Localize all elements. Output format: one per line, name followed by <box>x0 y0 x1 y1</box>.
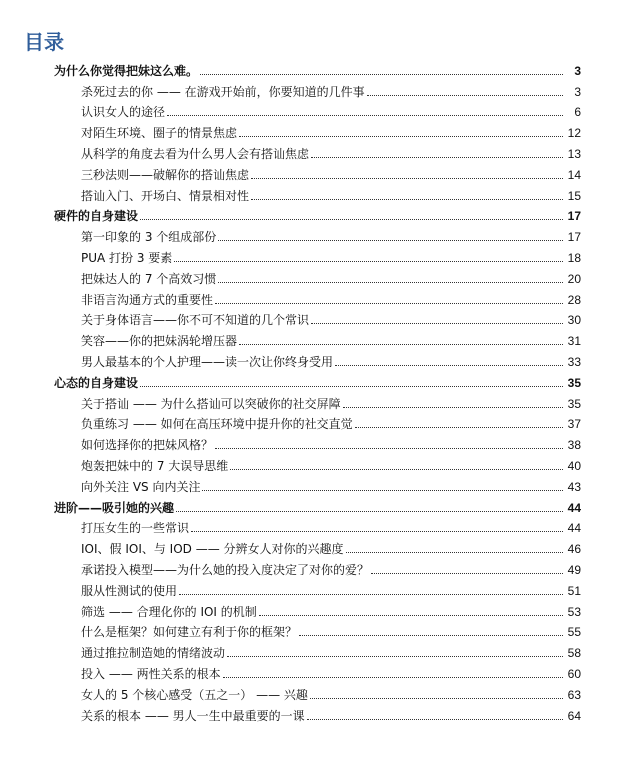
toc-page-number: 17 <box>567 209 581 224</box>
toc-page-number: 44 <box>567 500 581 515</box>
toc-entry-title: 打压女生的一些常识 <box>81 521 190 536</box>
dot-leader <box>174 261 563 262</box>
toc-page-number: 49 <box>567 562 581 577</box>
toc-entry-title: 关于身体语言——你不可不知道的几个常识 <box>81 313 310 328</box>
toc-entry-title: 男人最基本的个人护理——读一次让你终身受用 <box>81 354 334 369</box>
toc-entry[interactable] <box>0 558 639 579</box>
toc-page-number: 17 <box>567 230 581 245</box>
toc-entry[interactable] <box>0 475 639 496</box>
dot-leader <box>215 303 563 304</box>
toc-entry-title: 笑容——你的把妹涡轮增压器 <box>81 334 238 349</box>
toc-entry-title: 女人的 5 个核心感受（五之一） —— 兴趣 <box>81 687 308 702</box>
dot-leader <box>371 573 563 574</box>
toc-page-number: 28 <box>567 292 581 307</box>
toc-entry[interactable] <box>0 101 639 122</box>
toc-entry[interactable] <box>0 288 639 309</box>
toc-entry-title: 通过推拉制造她的情绪波动 <box>81 646 226 661</box>
dot-leader <box>335 365 563 366</box>
toc-entry[interactable] <box>0 621 639 642</box>
toc-page-number: 12 <box>567 126 581 141</box>
toc-entry-title: 为什么你觉得把妹这么难。 <box>54 63 199 78</box>
dot-leader <box>218 240 563 241</box>
toc-entry[interactable] <box>0 454 639 475</box>
toc-page-number: 51 <box>567 583 581 598</box>
dot-leader <box>367 95 563 96</box>
toc-entry[interactable] <box>0 433 639 454</box>
toc-entry-title: 什么是框架？如何建立有利于你的框架？ <box>81 625 298 640</box>
dot-leader <box>251 199 563 200</box>
toc-page-number: 33 <box>567 354 581 369</box>
toc-entry-title: PUA 打扮 3 要素 <box>81 250 173 265</box>
toc-page-number: 35 <box>567 396 581 411</box>
toc-entry-title: 第一印象的 3 个组成部份 <box>81 230 217 245</box>
toc-page-number: 46 <box>567 542 581 557</box>
toc-entry[interactable] <box>0 579 639 600</box>
toc-entry-title: 服从性测试的使用 <box>81 583 178 598</box>
toc-entry[interactable] <box>0 704 639 725</box>
toc-page-number: 58 <box>567 646 581 661</box>
toc-entry[interactable] <box>0 267 639 288</box>
dot-leader <box>218 282 563 283</box>
dot-leader <box>307 719 563 720</box>
toc-entry-title: 关系的根本 —— 男人一生中最重要的一课 <box>81 708 305 723</box>
toc-entry[interactable] <box>0 142 639 163</box>
toc-entry-title: 进阶——吸引她的兴趣 <box>54 500 175 515</box>
dot-leader <box>343 407 563 408</box>
table-of-contents <box>0 59 639 725</box>
toc-page-number: 53 <box>567 604 581 619</box>
toc-entry-title: 向外关注 VS 向内关注 <box>81 479 201 494</box>
toc-page-number: 18 <box>567 250 581 265</box>
toc-entry-title: 硬件的自身建设 <box>54 209 139 224</box>
dot-leader <box>310 698 563 699</box>
toc-entry-title: 从科学的角度去看为什么男人会有搭讪焦虑 <box>81 146 310 161</box>
toc-entry-title: 非语言沟通方式的重要性 <box>81 292 214 307</box>
toc-entry[interactable] <box>0 641 639 662</box>
dot-leader <box>251 178 563 179</box>
toc-entry[interactable] <box>0 600 639 621</box>
toc-entry-title: 把妹达人的 7 个高效习惯 <box>81 271 217 286</box>
toc-title: 目录 <box>24 30 64 54</box>
toc-entry-title: 对陌生环境、圈子的情景焦虑 <box>81 126 238 141</box>
dot-leader <box>140 386 563 387</box>
toc-entry-title: 如何选择你的把妹风格？ <box>81 438 214 453</box>
toc-entry[interactable] <box>0 309 639 330</box>
toc-page-number: 3 <box>574 63 581 78</box>
toc-section-entry[interactable] <box>0 59 639 80</box>
toc-page-number: 3 <box>574 84 581 99</box>
toc-entry-title: 筛选 —— 合理化你的 IOI 的机制 <box>81 604 257 619</box>
toc-entry-title: 关于搭讪 —— 为什么搭讪可以突破你的社交屏障 <box>81 396 341 411</box>
toc-entry-title: 杀死过去的你 —— 在游戏开始前，你要知道的几件事 <box>81 84 365 99</box>
toc-entry-title: 投入 —— 两性关系的根本 <box>81 666 221 681</box>
toc-entry-title: 三秒法则——破解你的搭讪焦虑 <box>81 167 250 182</box>
dot-leader <box>346 552 563 553</box>
toc-section-entry[interactable] <box>0 371 639 392</box>
dot-leader <box>259 615 563 616</box>
toc-page-number: 20 <box>567 271 581 286</box>
toc-page-number: 40 <box>567 458 581 473</box>
dot-leader <box>239 344 563 345</box>
toc-page-number: 15 <box>567 188 581 203</box>
toc-page-number: 38 <box>567 438 581 453</box>
dot-leader <box>311 157 563 158</box>
toc-page-number: 30 <box>567 313 581 328</box>
toc-page-number: 55 <box>567 625 581 640</box>
dot-leader <box>167 115 563 116</box>
dot-leader <box>311 323 563 324</box>
toc-page-number: 44 <box>567 521 581 536</box>
toc-page-number: 37 <box>567 417 581 432</box>
toc-entry-title: 搭讪入门、开场白、情景相对性 <box>81 188 250 203</box>
toc-page-number: 31 <box>567 334 581 349</box>
dot-leader <box>355 427 563 428</box>
dot-leader <box>227 656 563 657</box>
dot-leader <box>191 531 563 532</box>
dot-leader <box>140 219 563 220</box>
dot-leader <box>202 490 563 491</box>
toc-entry-title: 炮轰把妹中的 7 大误导思维 <box>81 458 229 473</box>
toc-entry[interactable] <box>0 121 639 142</box>
toc-entry[interactable] <box>0 662 639 683</box>
dot-leader <box>215 448 563 449</box>
toc-page-number: 14 <box>567 167 581 182</box>
toc-entry[interactable] <box>0 537 639 558</box>
toc-page-number: 63 <box>567 687 581 702</box>
toc-entry[interactable] <box>0 329 639 350</box>
toc-entry-title: 心态的自身建设 <box>54 375 139 390</box>
toc-page-number: 35 <box>567 375 581 390</box>
toc-entry-title: IOI、假 IOI、与 IOD —— 分辨女人对你的兴趣度 <box>81 542 344 557</box>
toc-entry[interactable] <box>0 350 639 371</box>
dot-leader <box>179 594 563 595</box>
toc-entry[interactable] <box>0 413 639 434</box>
toc-entry-title: 承诺投入模型——为什么她的投入度决定了对你的爱？ <box>81 562 370 577</box>
toc-page-number: 6 <box>574 105 581 120</box>
toc-entry[interactable] <box>0 163 639 184</box>
toc-entry[interactable] <box>0 392 639 413</box>
dot-leader <box>176 511 563 512</box>
toc-entry-title: 负重练习 —— 如何在高压环境中提升你的社交直觉 <box>81 417 353 432</box>
toc-entry[interactable] <box>0 80 639 101</box>
toc-section-entry[interactable] <box>0 496 639 517</box>
dot-leader <box>200 74 563 75</box>
toc-page-number: 43 <box>567 479 581 494</box>
toc-entry[interactable] <box>0 225 639 246</box>
toc-entry[interactable] <box>0 683 639 704</box>
toc-section-entry[interactable] <box>0 205 639 226</box>
dot-leader <box>299 635 563 636</box>
toc-page-number: 60 <box>567 666 581 681</box>
toc-entry[interactable] <box>0 184 639 205</box>
toc-entry-title: 认识女人的途径 <box>81 105 166 120</box>
dot-leader <box>230 469 563 470</box>
toc-entry[interactable] <box>0 517 639 538</box>
toc-page-number: 13 <box>567 146 581 161</box>
dot-leader <box>223 677 563 678</box>
toc-page-number: 64 <box>567 708 581 723</box>
toc-entry[interactable] <box>0 246 639 267</box>
dot-leader <box>239 136 563 137</box>
